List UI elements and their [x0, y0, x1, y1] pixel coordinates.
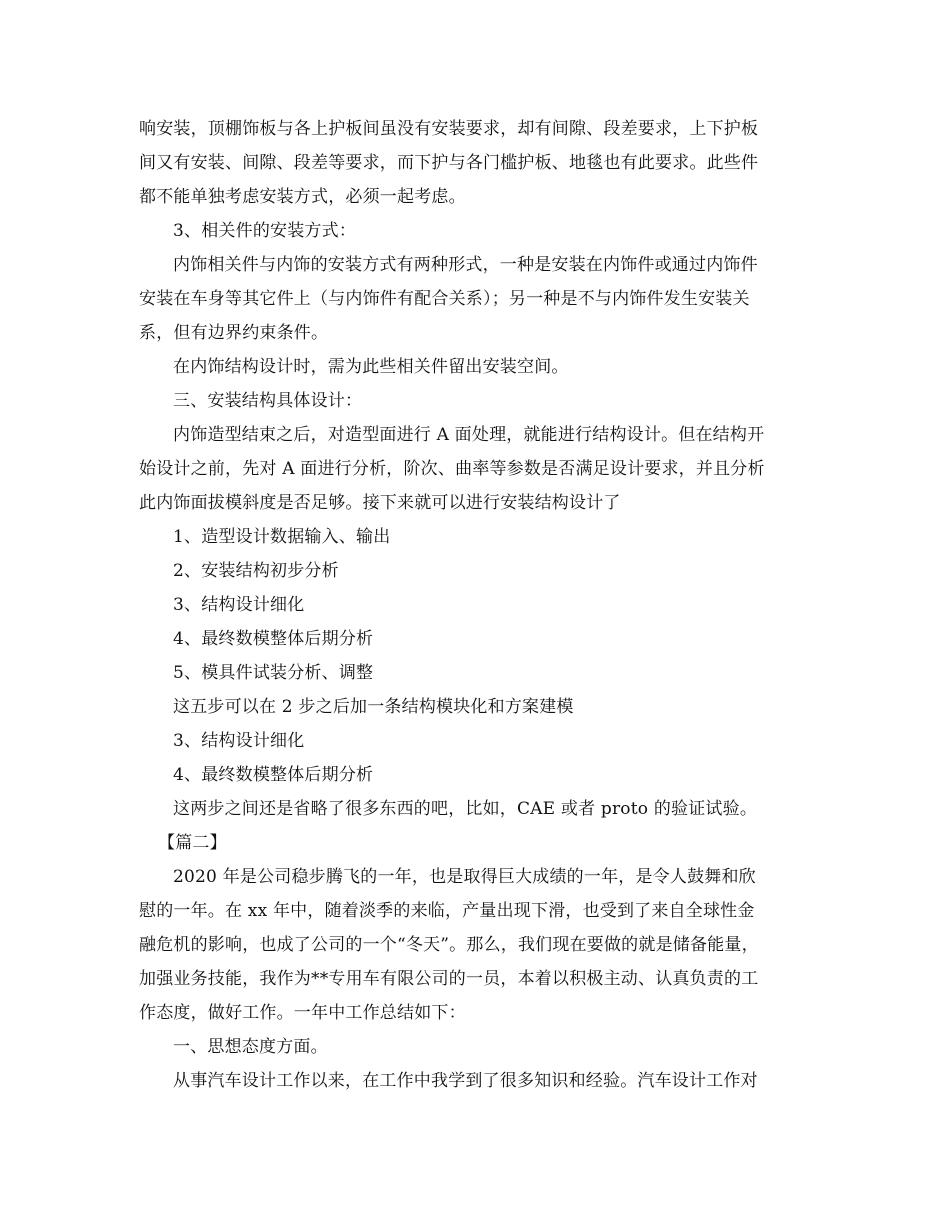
paragraph-line: 内饰相关件与内饰的安装方式有两种形式，一种是安装在内饰件或通过内饰件 [173, 255, 758, 275]
section-heading: 三、安装结构具体设计： [173, 391, 363, 411]
list-item: 3、结构设计细化 [173, 595, 305, 615]
paragraph-line: 都不能单独考虑安装方式，必须一起考虑。 [139, 187, 466, 207]
paragraph-line: 这两步之间还是省略了很多东西的吧，比如，CAE 或者 proto 的验证试验。 [173, 799, 758, 819]
section-heading: 3、相关件的安装方式： [173, 221, 357, 241]
paragraph-line: 这五步可以在 2 步之后加一条结构模块化和方案建模 [173, 697, 574, 717]
section-heading: 一、思想态度方面。 [173, 1037, 328, 1057]
list-item: 2、安装结构初步分析 [173, 561, 339, 581]
paragraph-line: 此内饰面拔模斜度是否足够。接下来就可以进行安装结构设计了 [139, 493, 621, 513]
list-item: 4、最终数模整体后期分析 [173, 765, 374, 785]
paragraph-line: 作态度，做好工作。一年中工作总结如下： [139, 1003, 466, 1023]
paragraph-line: 始设计之前，先对 A 面进行分析，阶次、曲率等参数是否满足设计要求，并且分析 [139, 459, 765, 479]
paragraph-line: 加强业务技能，我作为**专用车有限公司的一员，本着以积极主动、认真负责的工 [139, 969, 759, 989]
list-item: 1、造型设计数据输入、输出 [173, 527, 391, 547]
paragraph-line: 在内饰结构设计时，需为此些相关件留出安装空间。 [173, 357, 569, 377]
paragraph-line: 安装在车身等其它件上（与内饰件有配合关系）；另一种是不与内饰件发生安装关 [139, 289, 750, 309]
chapter-heading: 【篇二】 [158, 833, 227, 853]
list-item: 4、最终数模整体后期分析 [173, 629, 374, 649]
paragraph-line: 系，但有边界约束条件。 [139, 323, 329, 343]
paragraph-line: 慰的一年。在 xx 年中，随着淡季的来临，产量出现下滑，也受到了来自全球性金 [139, 901, 755, 921]
paragraph-line: 间又有安装、间隙、段差等要求，而下护与各门槛护板、地毯也有此要求。此些件 [139, 153, 759, 173]
list-item: 3、结构设计细化 [173, 731, 305, 751]
paragraph-line: 融危机的影响，也成了公司的一个“冬天”。那么，我们现在要做的就是储备能量， [139, 935, 759, 955]
paragraph-line: 2020 年是公司稳步腾飞的一年，也是取得巨大成绩的一年，是令人鼓舞和欣 [173, 867, 756, 887]
paragraph-line: 从事汽车设计工作以来，在工作中我学到了很多知识和经验。汽车设计工作对 [173, 1071, 758, 1091]
paragraph-line: 响安装，顶棚饰板与各上护板间虽没有安装要求，却有间隙、段差要求，上下护板 [139, 119, 759, 139]
paragraph-line: 内饰造型结束之后，对造型面进行 A 面处理，就能进行结构设计。但在结构开 [173, 425, 765, 445]
list-item: 5、模具件试装分析、调整 [173, 663, 374, 683]
